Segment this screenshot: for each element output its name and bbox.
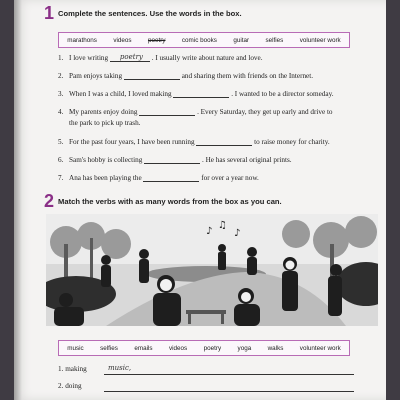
exercise-2-word-box: [58, 340, 350, 356]
exercise-2-header: [44, 192, 282, 210]
word-box-item: marathons: [67, 36, 97, 44]
word-box-item: volunteer work: [299, 344, 341, 352]
sentence: [58, 173, 378, 182]
sentence: [58, 137, 378, 146]
sentence-number: 6.: [58, 156, 64, 164]
park-illustration: [46, 214, 378, 326]
sentence-text-after: and sharing them with friends on the Internet.: [181, 72, 314, 80]
handwritten-answer: music,: [108, 364, 132, 372]
sentence-number: 4.: [58, 108, 64, 116]
svg-text:♫: ♫: [218, 220, 227, 231]
word-box-item: selfies: [100, 344, 118, 352]
answer-blank[interactable]: [143, 173, 199, 182]
sentence-text-after: for over a year now.: [201, 174, 259, 182]
sentence-text-before: the park to pick up trash.: [69, 119, 141, 127]
sentence-text-after: . Every Saturday, they get up early and drive to: [197, 108, 333, 116]
answer-row: [58, 382, 358, 390]
word-box-item: walks: [267, 344, 284, 352]
answer-row-label: 1. making: [58, 365, 87, 373]
sentence-text-after: to raise money for charity.: [254, 138, 330, 146]
sentence-text-before: Sam's hobby is collecting: [69, 156, 143, 164]
sentence: [58, 53, 378, 62]
word-box-item: videos: [113, 36, 132, 44]
sentence-text-after: . He has several original prints.: [201, 156, 292, 164]
answer-blank[interactable]: [139, 107, 195, 116]
svg-text:♪: ♪: [234, 228, 241, 239]
word-box-item: comic books: [181, 36, 217, 44]
answer-blank[interactable]: [124, 71, 180, 80]
word-box-item: selfies: [265, 36, 284, 44]
park-scene-image: [46, 214, 378, 326]
word-box-item: poetry: [147, 36, 166, 44]
word-box-item: volunteer work: [299, 36, 341, 44]
handwritten-answer: poetry: [119, 53, 143, 61]
svg-text:♪: ♪: [206, 226, 213, 237]
sentence-text-before: My parents enjoy doing: [69, 108, 138, 116]
word-box-item: guitar: [233, 36, 250, 44]
answer-row-label: 2. doing: [58, 382, 82, 390]
answer-row: [58, 365, 358, 373]
sentence-number: 3.: [58, 90, 64, 98]
word-box-item: videos: [168, 344, 188, 352]
answer-line[interactable]: [104, 382, 354, 392]
sentence-text-after: . I usually write about nature and love.: [151, 54, 263, 62]
exercise-2-number: 2: [44, 191, 55, 211]
sentence-number: 2.: [58, 72, 64, 80]
sentence: [58, 89, 378, 98]
word-box-item: yoga: [237, 344, 252, 352]
exercise-1-word-box: [58, 32, 350, 48]
word-box-item: music: [67, 344, 84, 352]
word-box-item: emails: [134, 344, 153, 352]
sentence-text-before: Pam enjoys taking: [69, 72, 123, 80]
answer-blank[interactable]: [110, 53, 150, 62]
word-box-item: poetry: [203, 344, 222, 352]
sentence-number: 5.: [58, 138, 64, 146]
sentence-text-before: I love writing: [69, 54, 109, 62]
answer-line[interactable]: [104, 365, 354, 375]
exercise-2-instruction: Match the verbs with as many words from the box as you can.: [58, 196, 282, 206]
page-spine-shadow: [14, 0, 22, 400]
workbook-page: [14, 0, 386, 400]
answer-blank[interactable]: [196, 137, 252, 146]
exercise-1-instruction: Complete the sentences. Use the words in the box.: [58, 8, 242, 18]
sentence-text-before: Ana has been playing the: [69, 174, 142, 182]
sentence: [58, 155, 378, 164]
sentence-text-before: When I was a child, I loved making: [69, 90, 172, 98]
answer-blank[interactable]: [173, 89, 229, 98]
answer-blank[interactable]: [144, 155, 200, 164]
sentence-number: 7.: [58, 174, 64, 182]
sentence-text-before: For the past four years, I have been running: [69, 138, 195, 146]
exercise-1-number: 1: [44, 3, 55, 23]
sentence-number: 1.: [58, 54, 64, 62]
sentence: [58, 71, 378, 80]
sentence: [58, 119, 378, 127]
sentence: [58, 107, 378, 116]
exercise-1-header: [44, 4, 242, 22]
sentence-text-after: . I wanted to be a director someday.: [231, 90, 334, 98]
